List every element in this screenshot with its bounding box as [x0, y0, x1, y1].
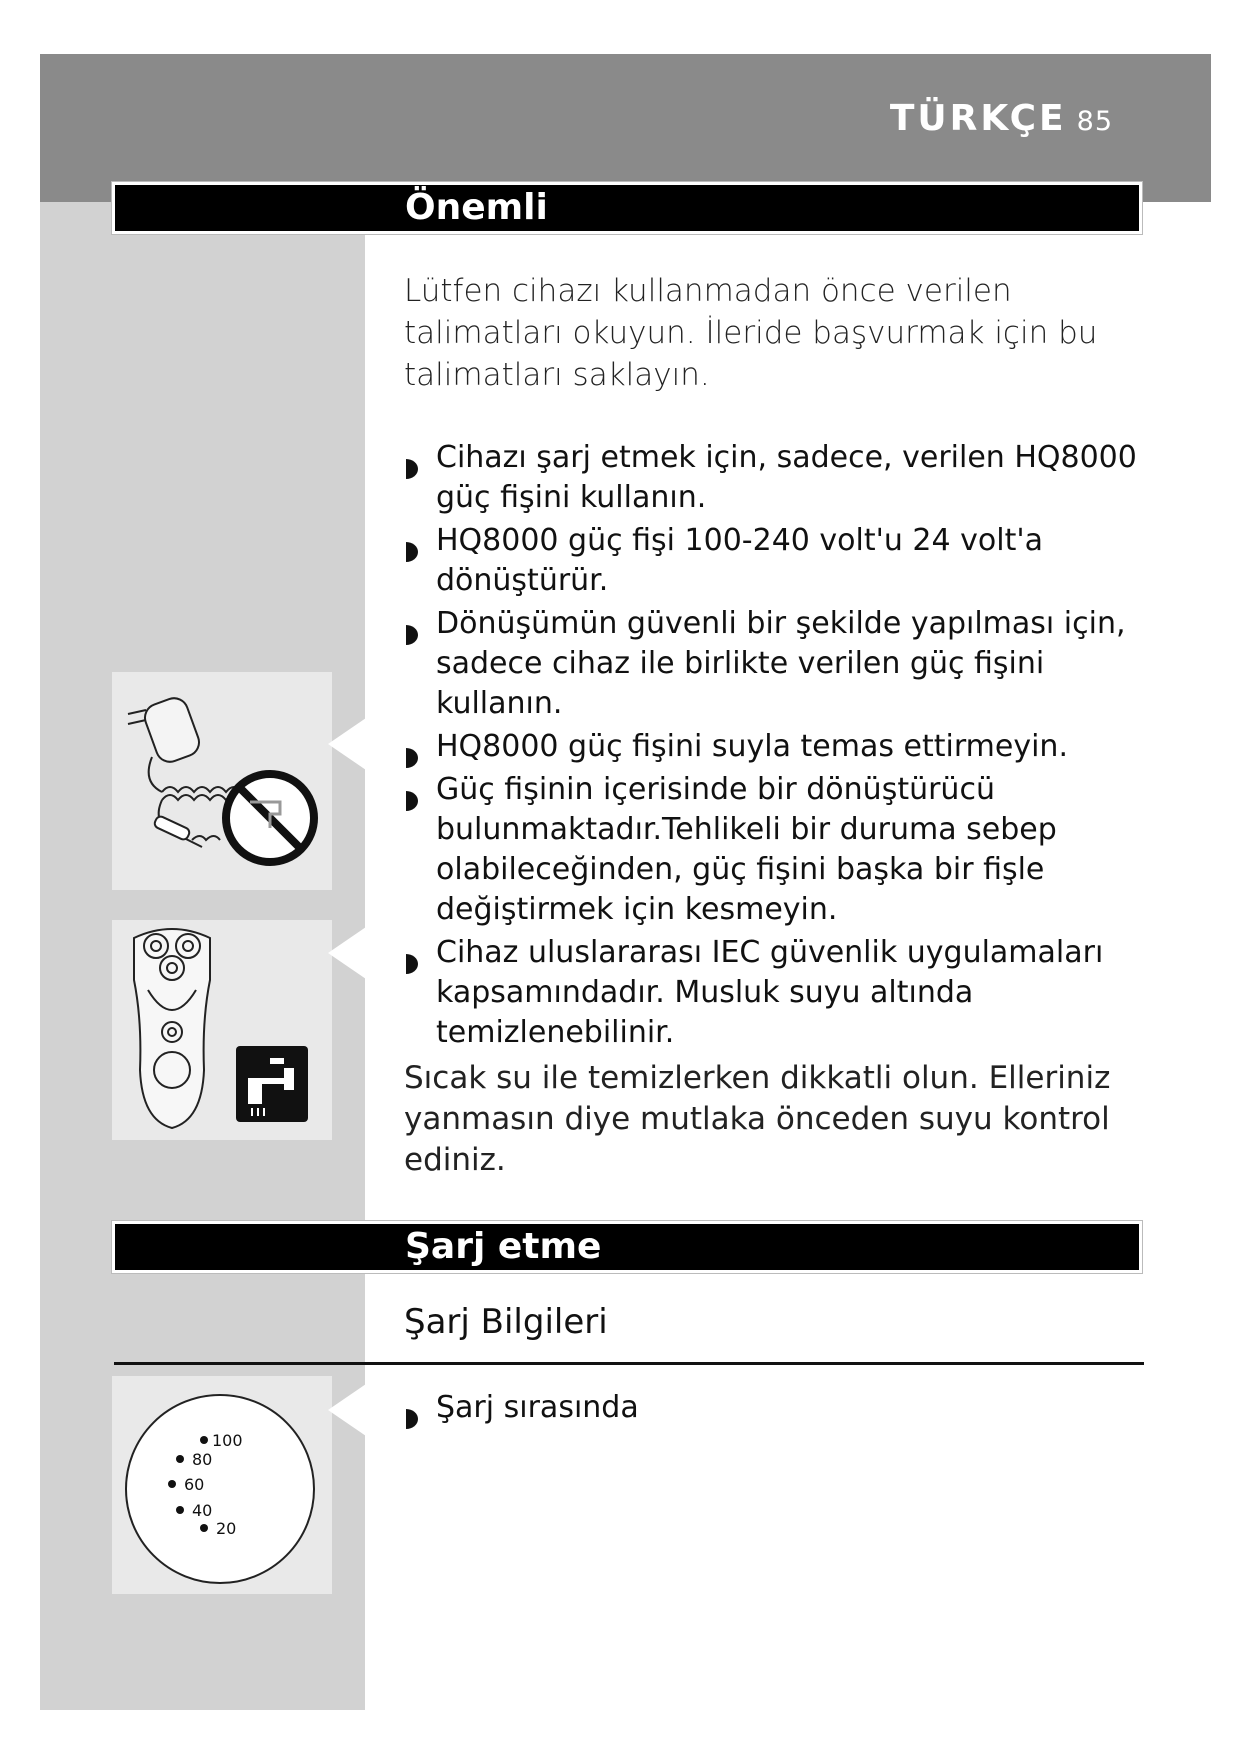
shaver-washable-illustration — [112, 920, 332, 1140]
section-heading-bar — [112, 1221, 1142, 1273]
subsection-title: Şarj Bilgileri — [404, 1302, 608, 1342]
safety-bullet-list — [404, 438, 1144, 1056]
language-label: TÜRKÇE — [889, 98, 1067, 139]
bullet-icon — [404, 1401, 418, 1441]
list-item: HQ8000 güç fişini suyla temas ettirmeyin. — [404, 727, 1144, 767]
charge-label-80: 80 — [192, 1450, 213, 1469]
divider — [114, 1362, 1144, 1365]
charge-label-20: 20 — [216, 1519, 237, 1538]
list-item: Dönüşümün güvenli bir şekilde yapılması için, sadece cihaz ile birlikte verilen güç fişini kullanın. — [404, 604, 1144, 724]
bullet-icon — [404, 783, 418, 823]
list-item: Şarj sırasında — [404, 1388, 1144, 1428]
charge-label-100: 100 — [212, 1431, 243, 1450]
section-title-charging: Şarj etme — [405, 1226, 602, 1267]
list-item: HQ8000 güç fişi 100-240 volt'u 24 volt'a dönüştürür. — [404, 521, 1144, 601]
figure-pointer — [328, 927, 366, 979]
section-heading-bar — [112, 182, 1142, 234]
page-number: 85 — [1076, 106, 1113, 137]
charge-label-60: 60 — [184, 1475, 205, 1494]
page-header — [890, 98, 1113, 139]
figure-pointer — [328, 1384, 366, 1436]
bullet-icon — [404, 451, 418, 491]
list-item: Cihazı şarj etmek için, sadece, verilen HQ8000 güç fişini kullanın. — [404, 438, 1144, 518]
charge-label-40: 40 — [192, 1501, 213, 1520]
adapter-illustration — [112, 672, 332, 890]
list-item: Güç fişinin içerisinde bir dönüştürücü bulunmaktadır.Tehlikeli bir duruma sebep olabileceğinden, güç fişini başka bir fişle değiştirmek için kesmeyin. — [404, 770, 1144, 930]
bullet-icon — [404, 946, 418, 986]
figure-pointer — [328, 718, 366, 770]
caution-note: Sıcak su ile temizlerken dikkatli olun. Elleriniz yanmasın diye mutlaka önceden suyu kontrol ediniz. — [404, 1060, 1111, 1178]
intro-paragraph: Lütfen cihazı kullanmadan önce verilen talimatları okuyun. İleride başvurmak için bu talimatları saklayın. — [404, 273, 1098, 393]
list-item: Cihaz uluslararası IEC güvenlik uygulamaları kapsamındadır. Musluk suyu altında temizlenebilinir. — [404, 933, 1144, 1053]
charging-bullet-list — [404, 1388, 1144, 1431]
section-title-important: Önemli — [405, 187, 548, 228]
bullet-icon — [404, 534, 418, 574]
charge-level-illustration — [112, 1376, 332, 1594]
bullet-icon — [404, 617, 418, 657]
